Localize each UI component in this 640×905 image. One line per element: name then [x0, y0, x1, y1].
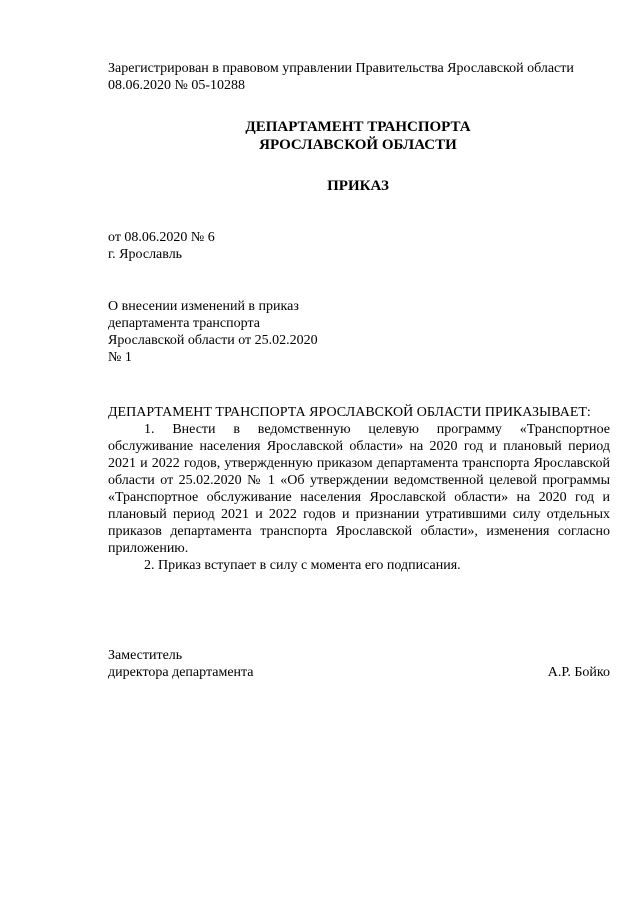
order-body	[108, 404, 610, 574]
order-item-number: 1.	[144, 422, 173, 437]
signature-block	[108, 647, 610, 681]
subject-line: № 1	[108, 350, 132, 365]
subject-line: Ярославской области от 25.02.2020	[108, 333, 318, 348]
order-preamble: ДЕПАРТАМЕНТ ТРАНСПОРТА ЯРОСЛАВСКОЙ ОБЛАСТИ ПРИКАЗЫВАЕТ:	[108, 405, 591, 420]
department-heading	[108, 118, 608, 154]
order-item-number: 2.	[144, 558, 158, 573]
department-name-line1: ДЕПАРТАМЕНТ ТРАНСПОРТА	[245, 119, 471, 135]
department-name-line2: ЯРОСЛАВСКОЙ ОБЛАСТИ	[259, 137, 457, 153]
document-meta	[108, 229, 408, 263]
signer-name: А.Р. Бойко	[547, 665, 610, 680]
order-subject	[108, 298, 368, 366]
signer-position-line2: директора департамента	[108, 665, 254, 680]
subject-line: О внесении изменений в приказ	[108, 299, 299, 314]
order-city: г. Ярославль	[108, 247, 183, 262]
document-type-title: ПРИКАЗ	[327, 178, 389, 194]
order-item-text: Приказ вступает в силу с момента его подписания.	[158, 558, 461, 573]
registration-stamp	[108, 60, 608, 94]
order-item	[108, 421, 610, 557]
order-date-number: от 08.06.2020 № 6	[108, 230, 215, 245]
signer-position-line1: Заместитель	[108, 648, 183, 663]
order-item	[108, 557, 610, 574]
registration-number: 08.06.2020 № 05-10288	[108, 78, 246, 93]
subject-line: департамента транспорта	[108, 316, 260, 331]
order-item-text: Внести в ведомственную целевую программу «Транспортное обслуживание населения Ярославской области» на 2020 год и плановый период 2021 и 2022 годов, утвержденную приказом департамента транспорта Ярославской области от 25.02.2020 № 1 «Об утверждении ведомственной целевой программы «Транспортное обслуживание населения Ярославской области» на 2020 год и плановый период 2021 и 2022 годов и признании утратившими силу отдельных приказов департамента транспорта Ярославской области», изменения согласно приложению.	[108, 422, 610, 556]
signature-row	[108, 664, 610, 681]
registration-text: Зарегистрирован в правовом управлении Правительства Ярославской области	[108, 61, 574, 76]
